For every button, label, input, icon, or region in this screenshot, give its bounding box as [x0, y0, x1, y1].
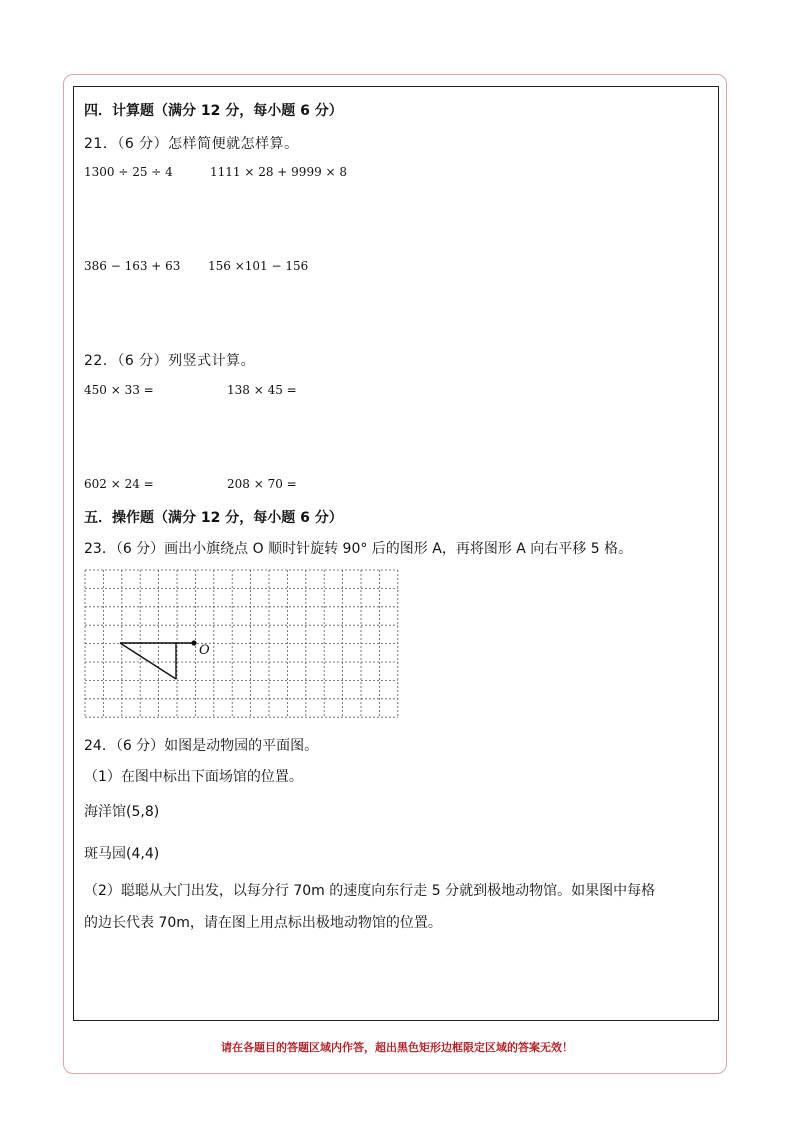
- q24-part2-line2: 的边长代表 70m，请在图上用点标出极地动物馆的位置。: [84, 915, 442, 931]
- q22-expression-3: 602 × 24 =: [84, 477, 154, 491]
- point-o-label: O: [199, 643, 210, 658]
- point-o: [191, 640, 196, 645]
- q24-place-zebra-park: 斑马园(4,4): [84, 846, 160, 862]
- q21-expression-2: 1111 × 28 + 9999 × 8: [210, 165, 348, 179]
- q22-expression-1: 450 × 33 =: [84, 383, 154, 397]
- q24-stem: 24．（6 分）如图是动物园的平面图。: [84, 738, 319, 754]
- q23-grid-figure: [84, 569, 414, 723]
- footer-warning: 请在各题目的答题区域内作答，超出黑色矩形边框限定区域的答案无效！: [221, 1041, 573, 1054]
- section4-heading: 四．计算题（满分 12 分，每小题 6 分）: [84, 103, 343, 119]
- q21-expression-3: 386 − 163 + 63: [84, 259, 181, 273]
- q24-place-ocean-hall: 海洋馆(5,8): [84, 804, 160, 820]
- q21-expression-1: 1300 ÷ 25 ÷ 4: [84, 165, 173, 179]
- q23-grid-svg: [84, 569, 414, 719]
- q22-expression-4: 208 × 70 =: [227, 477, 297, 491]
- flag-diagonal-edge: [120, 643, 176, 679]
- q21-expression-4: 156 ×101 − 156: [208, 259, 309, 273]
- q24-part1: （1）在图中标出下面场馆的位置。: [84, 769, 303, 785]
- q22-stem: 22．（6 分）列竖式计算。: [84, 353, 256, 369]
- q23-stem: 23．（6 分）画出小旗绕点 O 顺时针旋转 90° 后的图形 A，再将图形 A 向右平移 5 格。: [84, 541, 633, 557]
- q24-part2-line1: （2）聪聪从大门出发，以每分行 70m 的速度向东行走 5 分就到极地动物馆。如果图中每格: [84, 883, 656, 899]
- q22-expression-2: 138 × 45 =: [227, 383, 297, 397]
- section5-heading: 五．操作题（满分 12 分，每小题 6 分）: [84, 510, 343, 526]
- q21-stem: 21．（6 分）怎样简便就怎样算。: [84, 136, 299, 152]
